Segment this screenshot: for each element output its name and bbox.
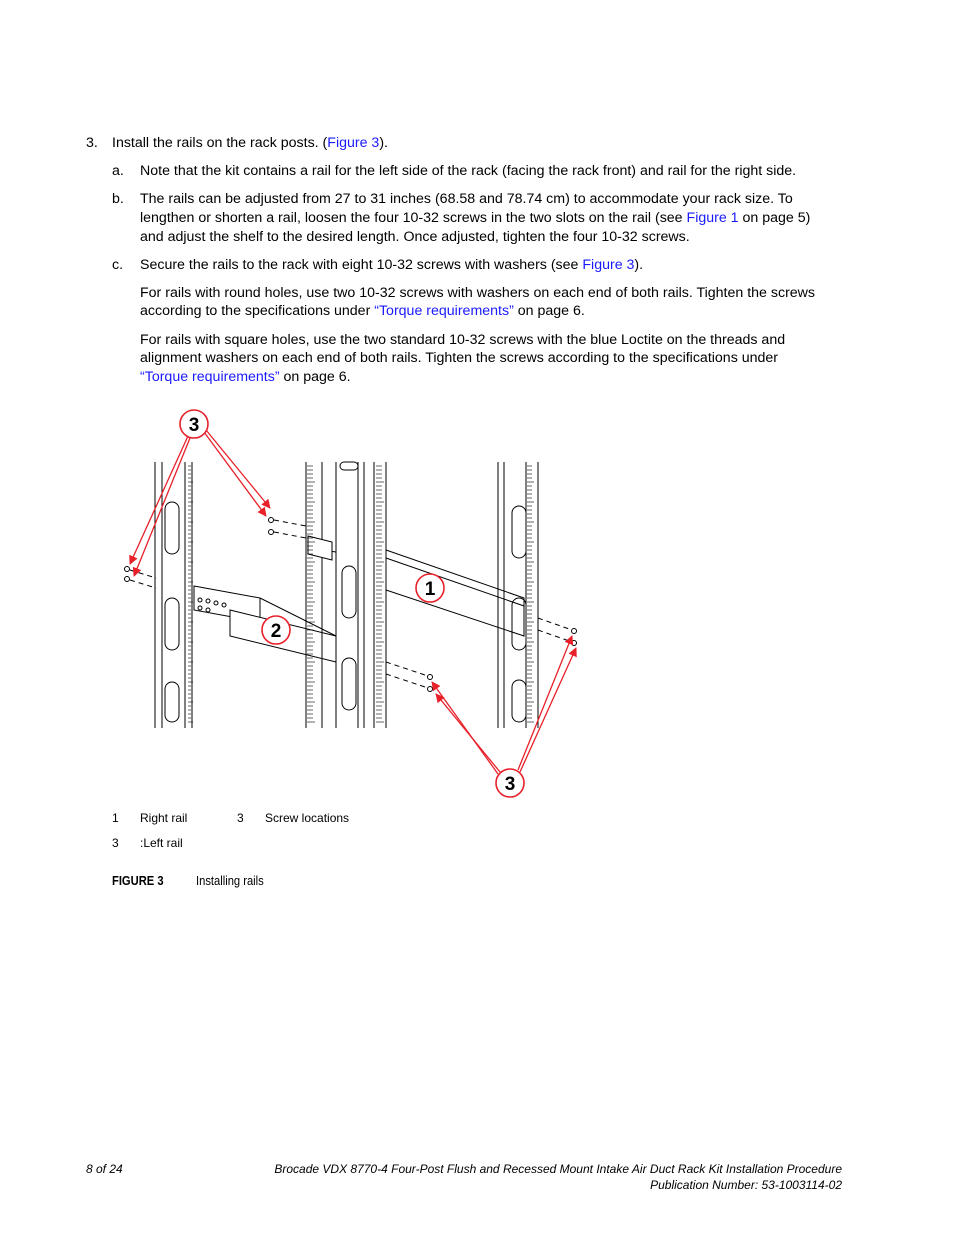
sub-step-a-letter: a. (112, 163, 124, 179)
sub-step-c-text-start: Secure the rails to the rack with eight 10-32 screws with washers (see (140, 257, 583, 273)
figure-caption-label: FIGURE 3 (112, 873, 164, 888)
sub-step-b-line2 (140, 209, 810, 228)
sub-step-b-line2-start: lengthen or shorten a rail, loosen the four 10-32 screws in the two slots on the rail (see (140, 210, 687, 226)
torque-requirements-link-2[interactable]: “Torque requirements” (140, 369, 280, 385)
legend-label-screw-locations: Screw locations (265, 811, 350, 825)
legend-label-right-rail: Right rail (140, 811, 188, 825)
sub-step-b-line1: The rails can be adjusted from 27 to 31 inches (68.58 and 78.74 cm) to accommodate your rack size. To (140, 191, 793, 207)
sub-step-b-line3: and adjust the shelf to the desired length. Once adjusted, tighten the four 10-32 screws. (140, 229, 690, 245)
square-holes-line3 (140, 368, 351, 387)
legend-num-3b: 3 (112, 836, 119, 850)
sub-step-b-line2-end: on page 5) (738, 210, 811, 226)
step-3-text (112, 134, 388, 153)
callout-2-label: 2 (270, 621, 282, 642)
round-holes-line2-start: according to the specifications under (140, 303, 375, 319)
document-title: Brocade VDX 8770-4 Four-Post Flush and Recessed Mount Intake Air Duct Rack Kit Installation Procedure (274, 1162, 842, 1176)
figure-3-link[interactable]: Figure 3 (327, 135, 380, 151)
callout-3-bottom-label: 3 (504, 774, 516, 795)
center-rear-posts (306, 462, 386, 728)
legend-num-3: 3 (237, 811, 244, 825)
legend-num-1: 1 (112, 811, 119, 825)
round-holes-line2 (140, 302, 585, 321)
sub-step-b-letter: b. (112, 191, 124, 207)
rail-installation-illustration (100, 400, 600, 805)
figure-3-link-2[interactable]: Figure 3 (582, 257, 635, 273)
square-holes-line1: For rails with square holes, use the two standard 10-32 screws with the blue Loctite on the threads and (140, 332, 786, 348)
left-post-holes (186, 470, 188, 720)
callout-3-top (180, 410, 208, 438)
sub-step-c-text (140, 256, 643, 275)
figure-caption-text: Installing rails (196, 873, 264, 888)
left-front-post (155, 462, 192, 728)
publication-number: Publication Number: 53-1003114-02 (650, 1178, 842, 1192)
step-3-text-start: Install the rails on the rack posts. ( (112, 135, 328, 151)
page-number: 8 of 24 (86, 1162, 123, 1176)
square-holes-line2: alignment washers on each end of both rails. Tighten the screws according to the specifications under (140, 350, 779, 366)
step-number: 3. (86, 135, 98, 151)
sub-step-a-text: Note that the kit contains a rail for the left side of the rack (facing the rack front) and rail for the right side. (140, 163, 797, 179)
callout-1-label: 1 (424, 579, 436, 600)
sub-step-c-text-end: ). (634, 257, 644, 273)
callout-2 (262, 616, 290, 644)
round-holes-line1: For rails with round holes, use two 10-32 screws with washers on each end of both rails. Tighten the screws (140, 285, 816, 301)
figure-1-link[interactable]: Figure 1 (686, 210, 739, 226)
sub-step-c-letter: c. (112, 257, 124, 273)
square-holes-line3-end: on page 6. (279, 369, 351, 385)
step-3-text-end: ). (379, 135, 388, 151)
callout-1 (416, 574, 444, 602)
round-holes-line2-end: on page 6. (513, 303, 585, 319)
torque-requirements-link[interactable]: “Torque requirements” (374, 303, 514, 319)
callout-3-top-label: 3 (188, 415, 200, 436)
legend-label-left-rail: :Left rail (140, 836, 183, 850)
callout-3-bottom (496, 769, 524, 797)
